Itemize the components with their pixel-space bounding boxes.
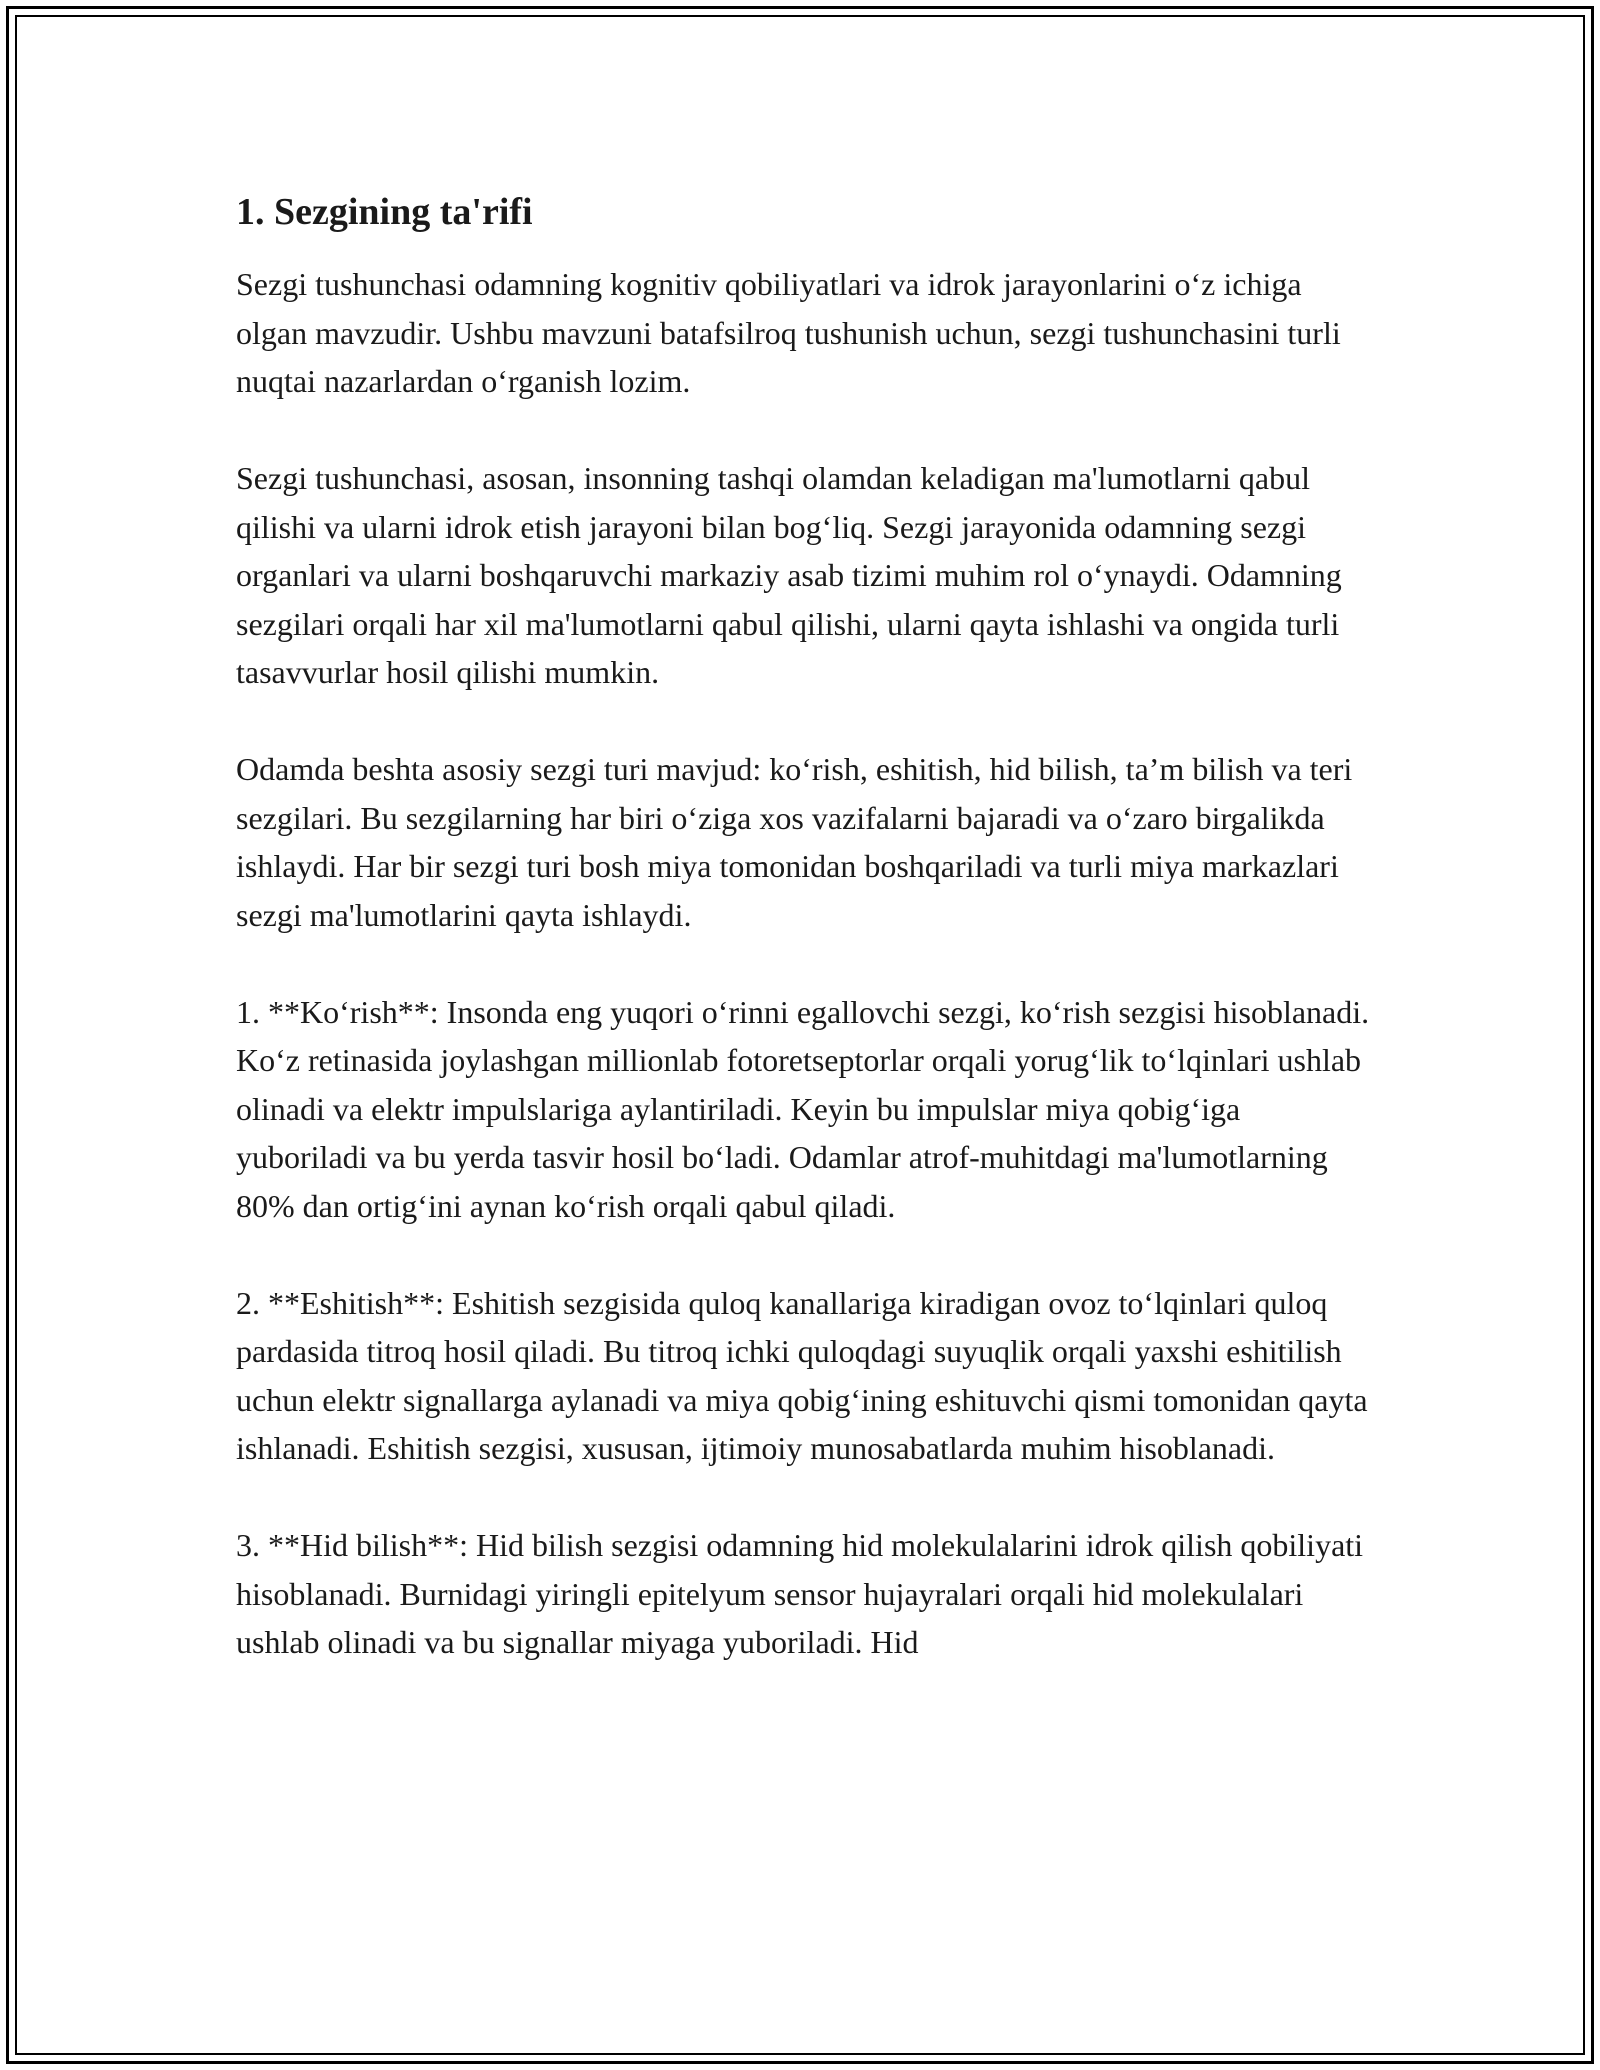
paragraph-vision: 1. **Ko‘rish**: Insonda eng yuqori o‘rinni egallovchi sezgi, ko‘rish sezgisi hisoblanadi. Ko‘z retinasida joylashgan millionlab fotoretseptorlar orqali yorug‘lik to‘lqinlari ushlab olinadi va elektr impulslariga aylantiriladi. Keyin bu impulslar miya qobig‘iga yuboriladi va bu yerda tasvir hosil bo‘ladi. Odamlar atrof-muhitdagi ma'lumotlarning 80% dan ortig‘ini aynan ko‘rish orqali qabul qiladi. (236, 993, 1370, 1224)
section-heading: 1. Sezgining ta'rifi (236, 191, 533, 233)
paragraph-hearing: 2. **Eshitish**: Eshitish sezgisida quloq kanallariga kiradigan ovoz to‘lqinlari quloq pardasida titroq hosil qiladi. Bu titroq ichki quloqdagi suyuqlik orqali yaxshi eshitilish uchun elektr signallarga aylanadi va miya qobig‘ining eshituvchi qismi tomonidan qayta ishlanadi. Eshitish sezgisi, xususan, ijtimoiy munosabatlarda muhim hisoblanadi. (236, 1284, 1368, 1466)
paragraph-definition: Sezgi tushunchasi, asosan, insonning tashqi olamdan keladigan ma'lumotlarni qabul qilishi va ularni idrok etish jarayoni bilan bog‘liq. Sezgi jarayonida odamning sezgi organlari va ularni boshqaruvchi markaziy asab tizimi muhim rol o‘ynaydi. Odamning sezgilari orqali har xil ma'lumotlarni qabul qilishi, ularni qayta ishlashi va ongida turli tasavvurlar hosil qilishi mumkin. (236, 460, 1342, 690)
document-body (236, 188, 1376, 1715)
paragraph-five-senses: Odamda beshta asosiy sezgi turi mavjud: ko‘rish, eshitish, hid bilish, ta’m bilish va teri sezgilari. Bu sezgilarning har biri o‘ziga xos vazifalarni bajaradi va o‘zaro birgalikda ishlaydi. Har bir sezgi turi bosh miya tomonidan boshqariladi va turli miya markazlari sezgi ma'lumotlarini qayta ishlaydi. (236, 751, 1353, 933)
paragraph-intro: Sezgi tushunchasi odamning kognitiv qobiliyatlari va idrok jarayonlarini o‘z ichiga olgan mavzudir. Ushbu mavzuni batafsilroq tushunish uchun, sezgi tushunchasini turli nuqtai nazarlardan o‘rganish lozim. (236, 266, 1341, 399)
paragraph-smell: 3. **Hid bilish**: Hid bilish sezgisi odamning hid molekulalarini idrok qilish qobiliyati hisoblanadi. Burnidagi yiringli epitelyum sensor hujayralari orqali hid molekulalari ushlab olinadi va bu signallar miyaga yuboriladi. Hid (236, 1527, 1364, 1660)
